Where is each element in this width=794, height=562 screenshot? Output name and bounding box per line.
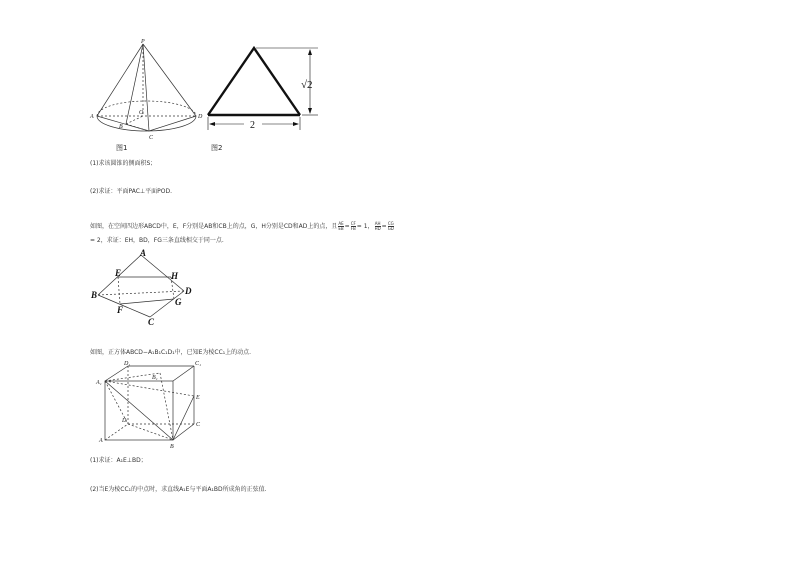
cube-label-b: B [170,444,174,450]
fraction-numerator: CF [350,221,356,226]
problem3-part2: (2)当E为棱CC₁的中点时，求直线A₁E与平面A₁BD所成角的正弦值. [90,486,267,493]
cone-label-c: C [149,135,154,141]
problem1-part2: (2)求证：平面PAC⊥平面POD. [90,188,173,195]
equals-sign: = [381,222,387,230]
equals-sign: = [344,222,350,230]
fraction-numerator: AH [374,221,381,226]
fraction-denominator: EB [338,226,344,231]
triangle-base-label: 2 [250,120,255,131]
quad-label-e: E [115,268,122,278]
fraction-denominator: HD [374,226,381,231]
figure1-caption: 图1 [116,144,128,152]
fraction [375,222,381,231]
problem2-intro: 如图，在空间四边形ABCD中，E，F分别是AB和CB上的点，G，H分别是CD和AD上的点，且 [90,222,338,230]
cone-figure [86,36,206,146]
cube-label-c1: C₁ [195,361,202,367]
cone-label-d: D [198,114,203,120]
cube-label-a1: A₁ [96,380,102,386]
figure2-caption: 图2 [211,144,223,152]
fraction-denominator: FB [350,226,356,231]
cube-label-d: D [122,418,127,424]
triangle-figure [200,40,330,135]
cone-label-o: O [139,110,144,116]
quad-label-a: A [140,248,147,258]
quad-label-b: B [91,290,98,300]
cube-label-e: E [196,395,200,401]
quad-label-f: F [117,305,124,315]
cube-label-d1: D₁ [124,361,131,367]
cone-label-a: A [90,114,94,120]
problem1-part1: (1)求该圆锥的侧面积S； [90,160,157,167]
quadrilateral-figure [88,247,203,329]
problem2-line1 [90,222,394,231]
fraction [351,222,356,231]
cube-figure [90,358,210,450]
triangle-height-label: √2 [301,79,313,91]
fraction-numerator: CG [387,221,394,226]
fraction [388,222,394,231]
quad-label-g: G [175,297,182,307]
quad-label-c: C [148,317,155,327]
cube-label-b1: B₁ [152,375,158,381]
problem2-line2: = 2，求证：EH，BD，FG三条直线相交于同一点. [90,237,224,244]
fraction [338,222,343,231]
cube-label-a: A [99,438,103,444]
problem3-part1: (1)求证：A₁E⊥BD； [90,457,147,464]
equals-one: = 1， [356,222,374,230]
cone-label-b: B [119,124,123,130]
quad-label-d: D [185,286,192,296]
quad-label-h: H [171,271,179,281]
problem3-intro: 如图，正方体ABCD−A₁B₁C₁D₁中，已知E为棱CC₁上的动点. [90,349,252,356]
cube-label-c: C [196,422,201,428]
fraction-numerator: AE [338,221,344,226]
fraction-denominator: GD [387,226,394,231]
cone-label-p: P [141,39,145,45]
